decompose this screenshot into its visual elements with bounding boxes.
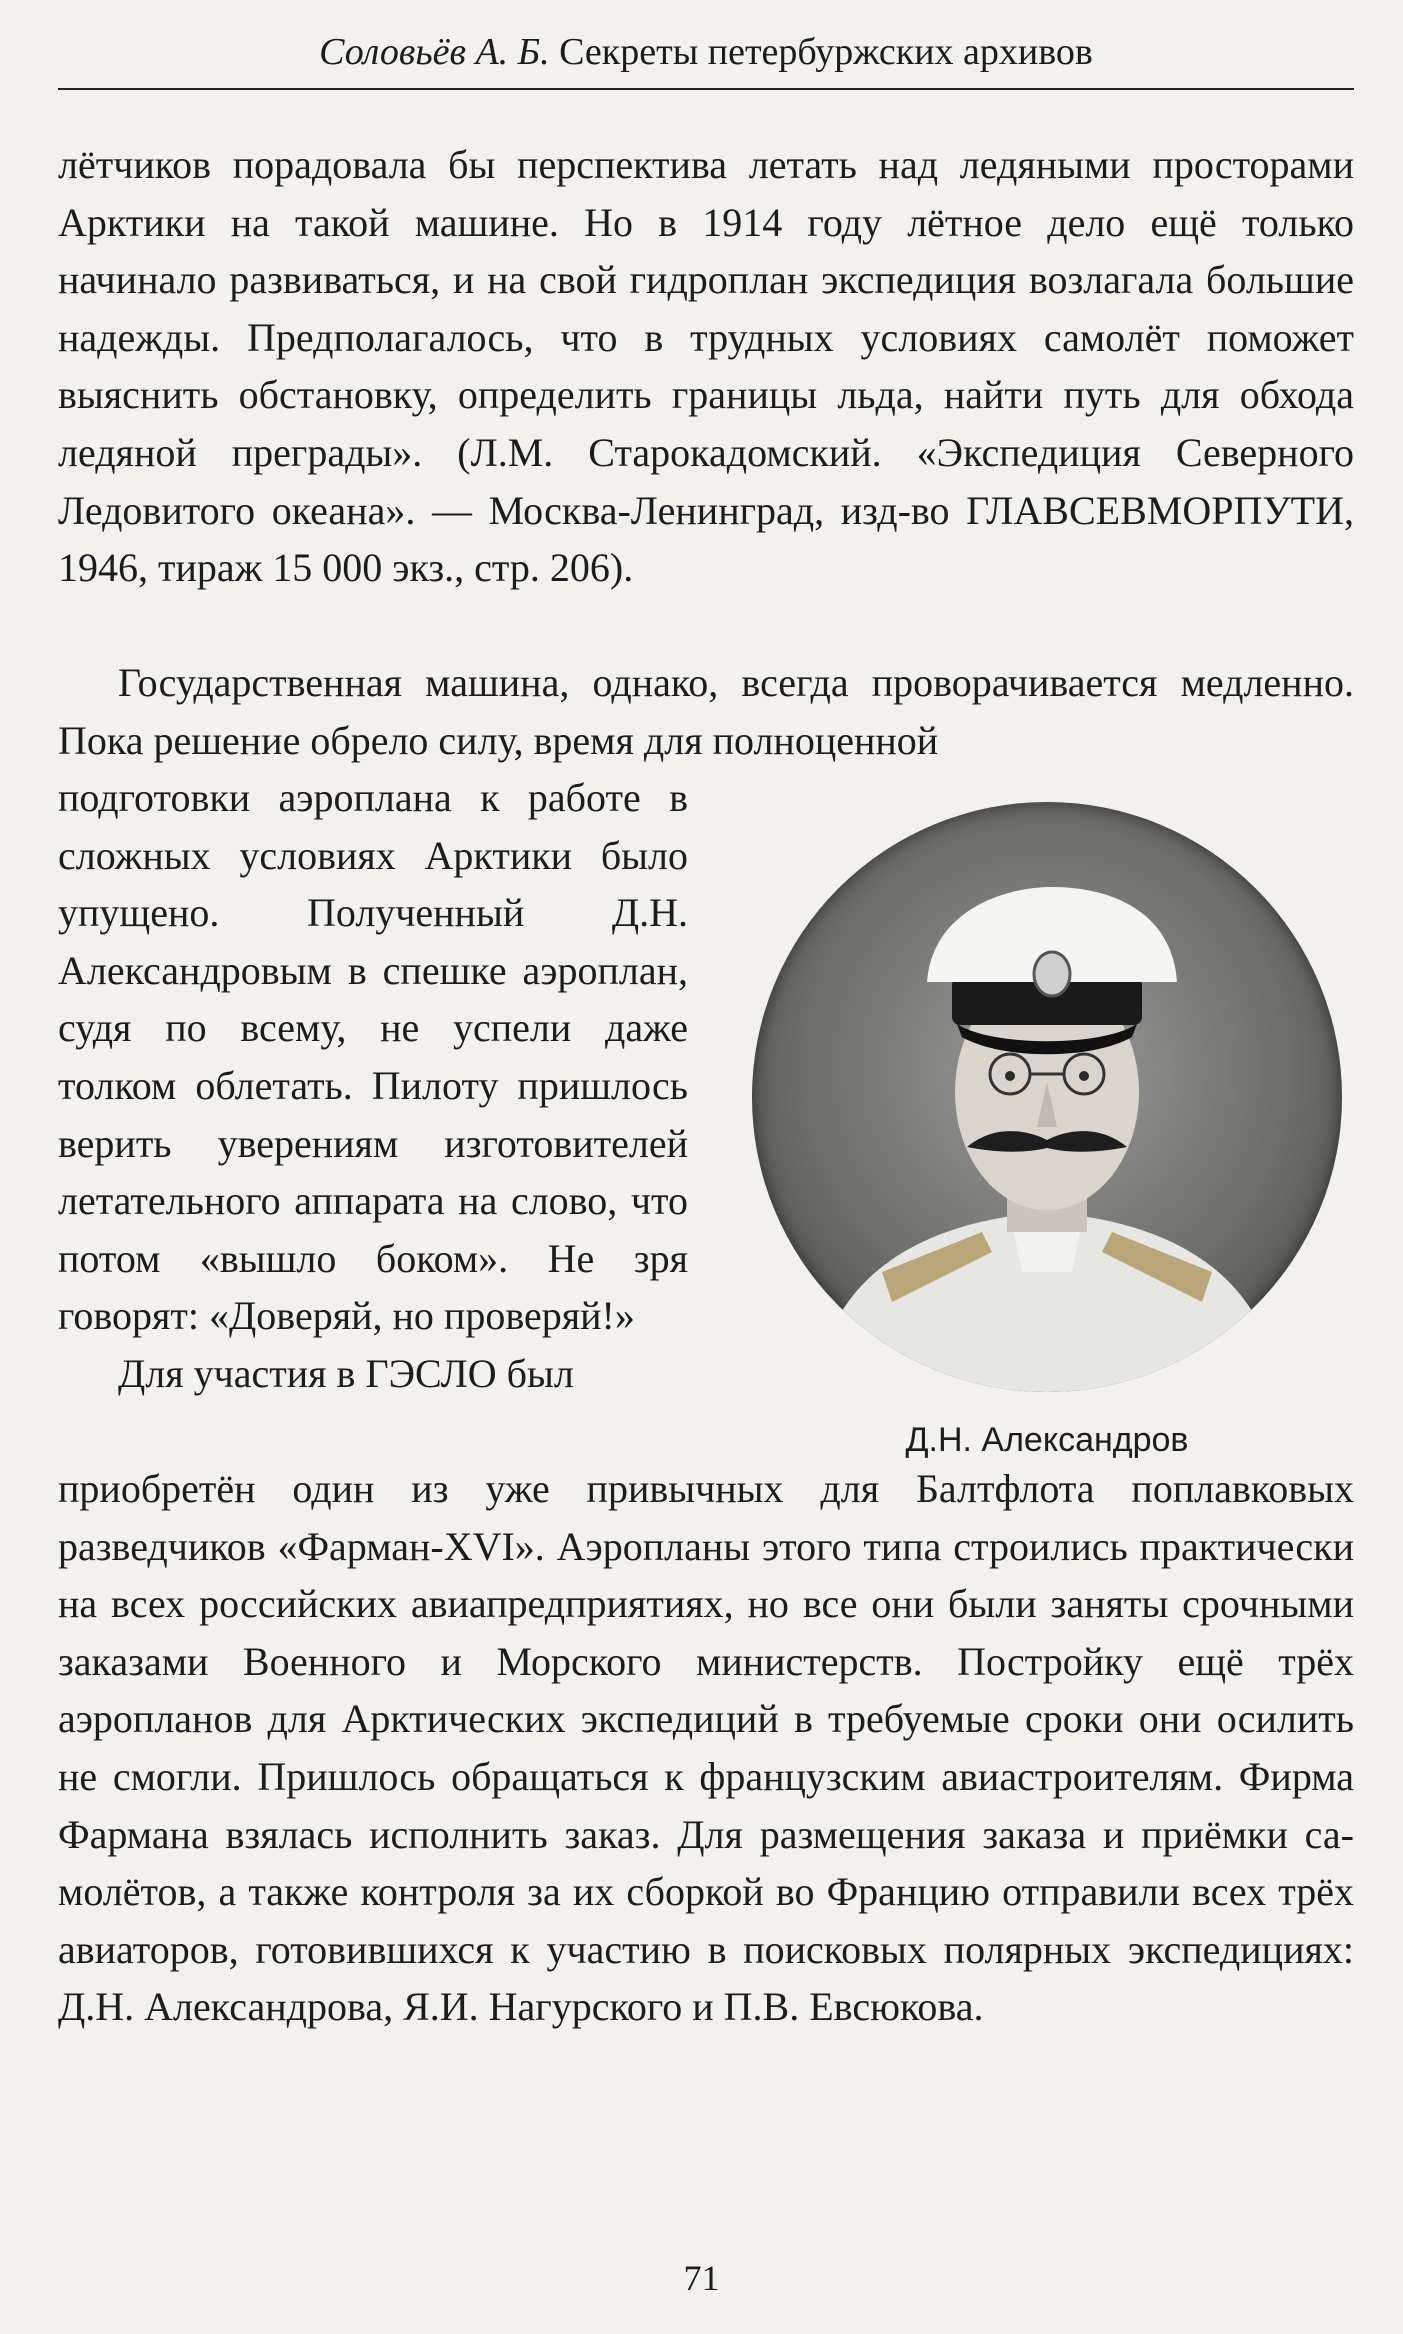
paragraph-3-continued: приобретён один из уже привычных для Балтфлота поплавковых разведчиков «Фарман-XVI». Аэропланы этого типа строились практически на всех российских авиапредприятиях, но все они были заняты срочными заказами Военного и Морского министерств. Постройку ещё трёх аэропланов для Арктических экспедиций в требуемые сроки они осилить не смогли. Пришлось обращаться к французским авиастроителям. Фирма Фармана взялась исполнить заказ. Для размещения заказа и приёмки самолётов, а также контроля за их сборкой во Францию отправили всех трёх авиаторов, готовившихся к участию в поисковых полярных экспедициях: Д.Н. Александрова, Я.И. Нагурского и П.В. Евсюкова.	[58, 1466, 1354, 2030]
text-block-middle	[58, 654, 1354, 769]
page-number: 71	[683, 2258, 720, 2298]
paragraph-1: лётчиков порадовала бы перспектива летать над ледяными просторами Арктики на такой машине. Но в 1914 году лётное дело ещё только начинало развиваться, и на свой гидроплан экспедиция возлагала большие надежды. Предполагалось, что в трудных условиях самолёт поможет выяснить обстановку, определить границы льда, найти путь для обхода ледяной преграды». (Л.М. Старокадомский. «Экспедиция Северного Ледовитого океана». — Москва-Ленинград, изд-во ГЛАВСЕВМОРПУТИ, 1946, тираж 15 000 экз., стр. 206).	[58, 142, 1354, 591]
portrait-illustration	[752, 802, 1342, 1392]
running-head	[58, 28, 1354, 76]
text-block-bottom	[58, 1460, 1354, 2036]
text-block-top	[58, 136, 1354, 597]
header-rule	[58, 88, 1354, 90]
paragraph-3-start: Для участия в ГЭСЛО был	[118, 1350, 574, 1396]
text-column-beside-photo	[58, 769, 688, 1403]
header-title: Секреты петербуржских архивов	[559, 31, 1093, 73]
photo-caption: Д.Н. Александров	[905, 1421, 1189, 1459]
paragraph-2-start: Государственная машина, однако, всегда проворачивается медленно. Пока решение обрело силу, время для полноценной	[58, 660, 1354, 763]
portrait-photo	[752, 802, 1342, 1392]
header-author: Соловьёв А. Б.	[319, 31, 550, 73]
paragraph-2-continued: подготовки аэроплана к работе в сложных условиях Арктики было упущено. Полученный Д.Н. Александровым в спешке аэроплан, судя по всему, не успели даже толком облетать. Пилоту пришлось верить уверениям изготовителей летательного аппарата на слово, что потом «вышло боком». Не зря говорят: «Доверяй, но проверяй!»	[58, 775, 688, 1339]
